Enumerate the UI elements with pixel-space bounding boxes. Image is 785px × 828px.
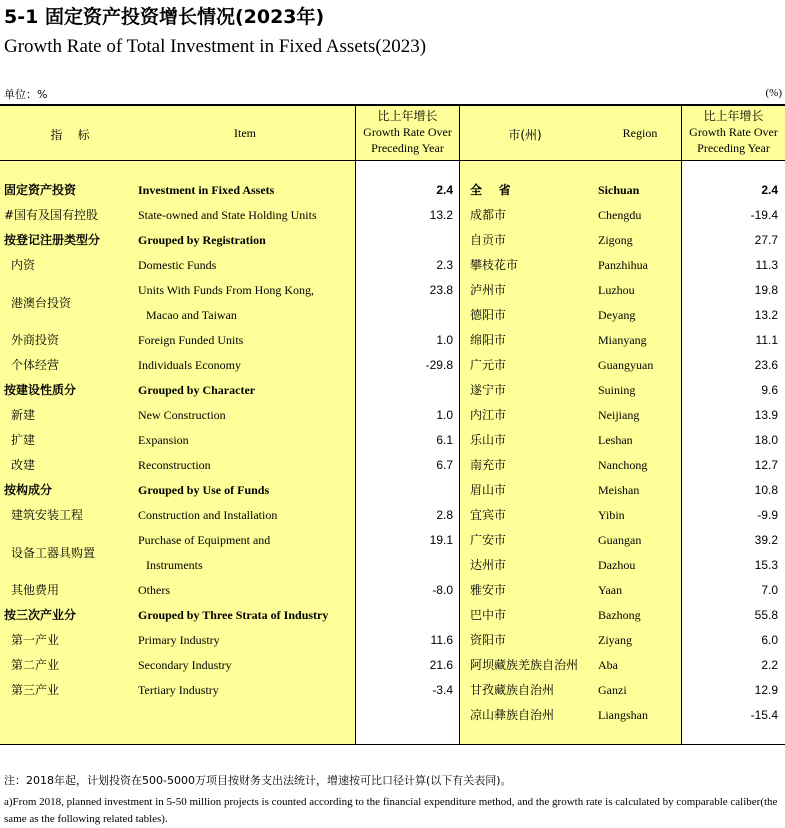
left-item-en: Grouped by Character xyxy=(138,383,256,397)
left-item-en: Grouped by Registration xyxy=(138,233,266,247)
header-rate-left-cn: 比上年增长 xyxy=(377,109,438,123)
region-value: 10.8 xyxy=(754,483,778,497)
region-value: 18.0 xyxy=(754,433,778,447)
region-cn: 内江市 xyxy=(470,408,507,422)
region-value: 2.2 xyxy=(761,658,778,672)
left-item-value: 2.3 xyxy=(436,258,453,272)
region-en: Guangan xyxy=(598,533,642,547)
table-row xyxy=(0,528,785,553)
region-en: Liangshan xyxy=(598,708,648,722)
region-cn: 阿坝藏族羌族自治州 xyxy=(470,658,579,672)
left-item-cn: 个体经营 xyxy=(11,358,60,372)
left-item-cn: 新建 xyxy=(11,408,36,422)
left-item-en: State-owned and State Holding Units xyxy=(138,208,317,222)
left-item-en: Investment in Fixed Assets xyxy=(138,183,275,197)
region-cn: 眉山市 xyxy=(470,483,507,497)
region-value: 11.1 xyxy=(755,333,778,347)
region-cn: 甘孜藏族自治州 xyxy=(470,683,555,697)
region-cn: 乐山市 xyxy=(470,433,507,447)
region-value: 9.6 xyxy=(761,383,778,397)
region-cn: 凉山彝族自治州 xyxy=(470,708,555,722)
region-cn: 巴中市 xyxy=(470,608,507,622)
header-region-english: Region xyxy=(622,126,658,140)
left-item-en: Others xyxy=(138,583,170,597)
table-row xyxy=(0,628,785,653)
left-item-en: Primary Industry xyxy=(138,633,220,647)
region-cn: 达州市 xyxy=(470,558,507,572)
left-item-cn: 按建设性质分 xyxy=(4,383,77,397)
table-row xyxy=(0,578,785,603)
left-item-cn: 外商投资 xyxy=(11,333,60,347)
region-cn: 广元市 xyxy=(470,358,507,372)
table-row xyxy=(0,328,785,353)
left-item-cn: 第一产业 xyxy=(11,633,60,647)
right-table-body xyxy=(0,178,785,728)
left-item-en: Units With Funds From Hong Kong, xyxy=(138,283,314,297)
left-item-en-line2: Instruments xyxy=(146,558,203,572)
left-item-cn: 按构成分 xyxy=(4,483,53,497)
left-item-cn: 按三次产业分 xyxy=(4,608,77,622)
unit-label: 单位：% xyxy=(4,88,48,101)
table-row xyxy=(0,653,785,678)
region-value: 27.7 xyxy=(754,233,778,247)
left-item-en: Grouped by Use of Funds xyxy=(138,483,270,497)
region-cn: 德阳市 xyxy=(470,308,507,322)
region-value: 13.2 xyxy=(754,308,778,322)
left-item-cn: 设备工器具购置 xyxy=(11,546,96,560)
left-item-cn: 固定资产投资 xyxy=(4,183,77,197)
region-cn: 南充市 xyxy=(470,458,507,472)
region-cn: 攀枝花市 xyxy=(470,258,519,272)
left-item-value: 1.0 xyxy=(436,333,453,347)
region-en: Guangyuan xyxy=(598,358,654,372)
left-item-en: Foreign Funded Units xyxy=(138,333,244,347)
left-item-cn: 改建 xyxy=(11,458,36,472)
region-en: Nanchong xyxy=(598,458,648,472)
region-value: 12.9 xyxy=(754,683,778,697)
region-value: 19.8 xyxy=(754,283,778,297)
left-item-value: 21.6 xyxy=(429,658,453,672)
table-top-rule xyxy=(0,104,785,106)
region-en: Ganzi xyxy=(598,683,627,697)
left-item-cn: #国有及国有控股 xyxy=(4,208,99,222)
left-item-value: -29.8 xyxy=(425,358,453,372)
left-item-value: -8.0 xyxy=(432,583,453,597)
region-en: Mianyang xyxy=(598,333,647,347)
left-item-cn: 第三产业 xyxy=(11,683,60,697)
region-cn: 资阳市 xyxy=(470,633,507,647)
region-cn: 宜宾市 xyxy=(470,508,507,522)
table-row xyxy=(0,203,785,228)
header-rate-right-en1: Growth Rate Over xyxy=(689,125,778,139)
region-value: 15.3 xyxy=(754,558,778,572)
title-chinese: 5-1 固定资产投资增长情况(2023年) xyxy=(4,6,325,28)
region-value: 23.6 xyxy=(754,358,778,372)
region-cn: 雅安市 xyxy=(470,583,507,597)
left-item-en: Grouped by Three Strata of Industry xyxy=(138,608,329,622)
region-en: Luzhou xyxy=(598,283,635,297)
left-item-value: 11.6 xyxy=(430,633,453,647)
region-value: 11.3 xyxy=(755,258,778,272)
region-value: 39.2 xyxy=(754,533,778,547)
region-value: -9.9 xyxy=(757,508,778,522)
footnote-chinese: 注：2018年起，计划投资在500-5000万项目按财务支出法统计，增速按可比口径计算(以下有关表同)。 xyxy=(4,774,512,787)
table-row xyxy=(0,453,785,478)
region-en: Bazhong xyxy=(598,608,641,622)
region-cn: 绵阳市 xyxy=(470,333,507,347)
left-item-en: Tertiary Industry xyxy=(138,683,219,697)
header-rate-right-cn: 比上年增长 xyxy=(703,109,764,123)
left-item-en: Purchase of Equipment and xyxy=(138,533,271,547)
left-item-en: Expansion xyxy=(138,433,189,447)
left-item-value: 19.1 xyxy=(429,533,453,547)
region-en: Neijiang xyxy=(598,408,640,422)
header-item-english: Item xyxy=(234,126,256,140)
header-rate-left-en1: Growth Rate Over xyxy=(363,125,452,139)
left-item-en-line2: Macao and Taiwan xyxy=(146,308,237,322)
region-cn: 全 省 xyxy=(470,183,511,197)
left-item-en: Domestic Funds xyxy=(138,258,217,272)
region-en: Sichuan xyxy=(598,183,640,197)
region-en: Leshan xyxy=(598,433,633,447)
left-item-en: Secondary Industry xyxy=(138,658,232,672)
left-item-value: 2.8 xyxy=(436,508,453,522)
region-value: 2.4 xyxy=(761,183,778,197)
region-en: Deyang xyxy=(598,308,636,322)
region-cn: 遂宁市 xyxy=(470,383,507,397)
region-en: Aba xyxy=(598,658,618,672)
left-item-cn: 建筑安装工程 xyxy=(11,508,84,522)
table-row xyxy=(0,178,785,203)
table-row xyxy=(0,278,785,303)
left-item-cn: 第二产业 xyxy=(11,658,60,672)
table-row xyxy=(0,253,785,278)
region-en: Yaan xyxy=(598,583,623,597)
region-cn: 自贡市 xyxy=(470,233,507,247)
left-item-cn: 内资 xyxy=(11,258,36,272)
left-item-value: 23.8 xyxy=(429,283,453,297)
left-item-value: 1.0 xyxy=(436,408,453,422)
table-row xyxy=(0,603,785,628)
region-cn: 成都市 xyxy=(470,208,507,222)
table-row xyxy=(0,503,785,528)
region-en: Dazhou xyxy=(598,558,636,572)
left-item-cn: 其他费用 xyxy=(11,583,60,597)
table-row xyxy=(0,553,785,578)
table-row xyxy=(0,378,785,403)
title-english: Growth Rate of Total Investment in Fixed Assets(2023) xyxy=(4,36,427,57)
table-bottom-rule xyxy=(0,744,785,745)
region-en: Zigong xyxy=(598,233,633,247)
region-value: 6.0 xyxy=(761,633,778,647)
table-row xyxy=(0,303,785,328)
region-en: Ziyang xyxy=(598,633,632,647)
region-en: Chengdu xyxy=(598,208,642,222)
region-en: Yibin xyxy=(598,508,625,522)
header-rate-right xyxy=(682,108,785,156)
left-item-en: New Construction xyxy=(138,408,226,422)
table-row xyxy=(0,678,785,703)
header-item-chinese: 指 标 xyxy=(50,128,90,142)
footnote-english: a)From 2018, planned investment in 5-50 million projects is counted according to the financial expenditure method, and the growth rate is calculated by comparable caliber(the same as the following related tables). xyxy=(4,796,778,825)
left-item-value: 2.4 xyxy=(436,183,453,197)
header-bottom-rule xyxy=(0,160,785,161)
left-item-value: 6.7 xyxy=(436,458,453,472)
header-rate-left xyxy=(356,108,459,156)
region-en: Suining xyxy=(598,383,636,397)
left-item-value: 6.1 xyxy=(436,433,453,447)
left-item-en: Individuals Economy xyxy=(138,358,241,372)
left-item-cn: 按登记注册类型分 xyxy=(4,233,101,247)
region-value: 12.7 xyxy=(754,458,778,472)
region-cn: 泸州市 xyxy=(470,283,507,297)
left-item-value: 13.2 xyxy=(429,208,453,222)
table-row xyxy=(0,703,785,728)
left-item-value: -3.4 xyxy=(432,683,453,697)
header-rate-left-en2: Preceding Year xyxy=(371,141,444,155)
table-row xyxy=(0,353,785,378)
left-item-en: Construction and Installation xyxy=(138,508,278,522)
header-region-chinese: 市(州) xyxy=(508,128,542,142)
table-row xyxy=(0,478,785,503)
left-item-cn: 港澳台投资 xyxy=(11,296,72,310)
region-cn: 广安市 xyxy=(470,533,507,547)
region-en: Panzhihua xyxy=(598,258,648,272)
unit-percent: (%) xyxy=(765,87,782,99)
table-row xyxy=(0,403,785,428)
region-value: -15.4 xyxy=(750,708,778,722)
region-en: Meishan xyxy=(598,483,640,497)
region-value: 7.0 xyxy=(761,583,778,597)
region-value: 55.8 xyxy=(754,608,778,622)
table-row xyxy=(0,428,785,453)
region-value: 13.9 xyxy=(754,408,778,422)
header-rate-right-en2: Preceding Year xyxy=(697,141,770,155)
table-row xyxy=(0,228,785,253)
left-item-en: Reconstruction xyxy=(138,458,211,472)
left-item-cn: 扩建 xyxy=(11,433,36,447)
region-value: -19.4 xyxy=(750,208,778,222)
